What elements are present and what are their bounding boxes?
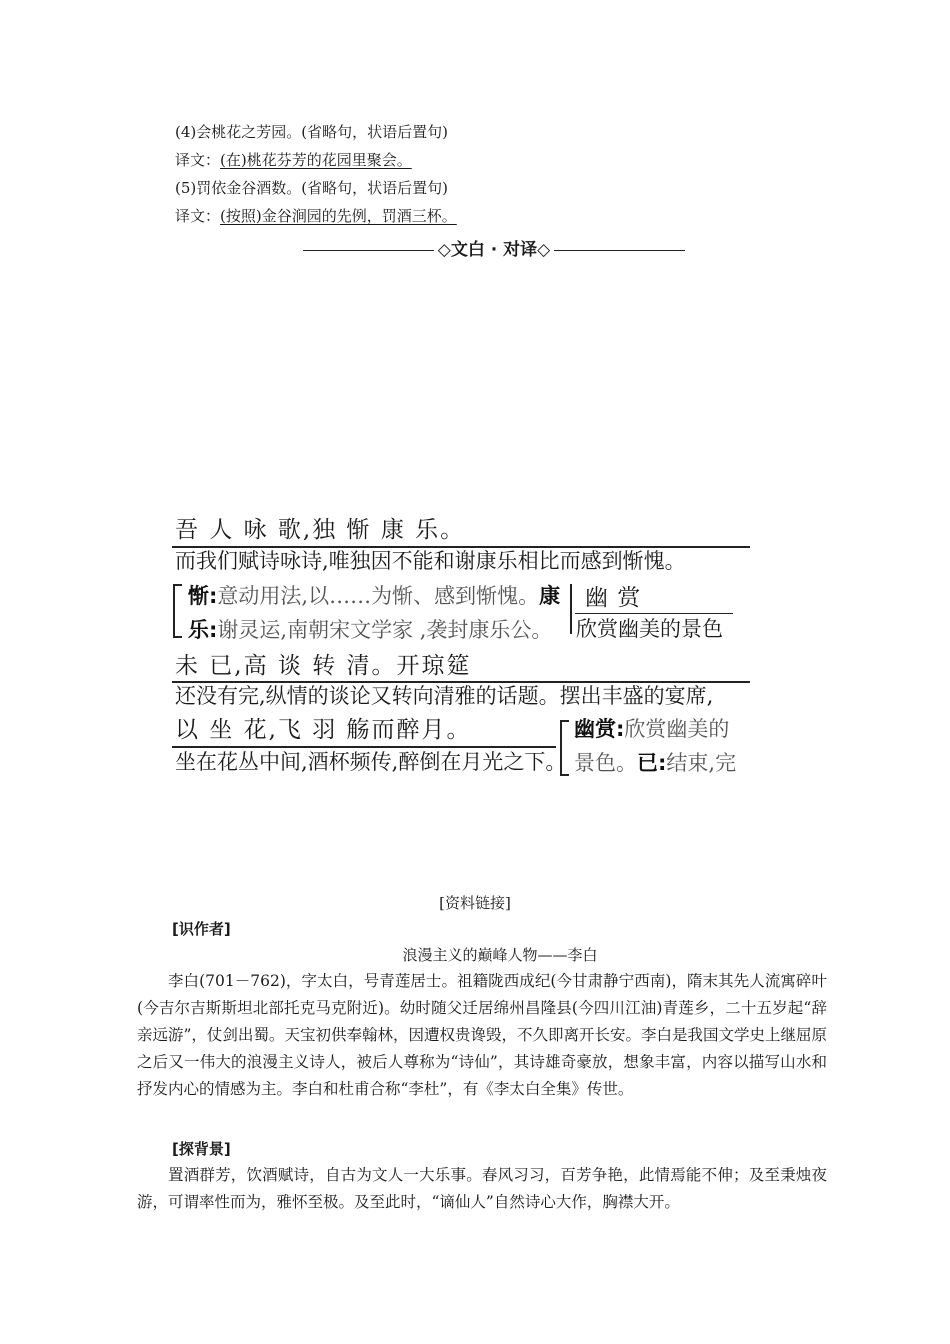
note-4: (4)会桃花之芳园。(省略句，状语后置句) xyxy=(175,123,448,141)
author-tag: [识作者] xyxy=(172,920,231,938)
translation-answer: (按照)金谷涧园的先例，罚酒三杯。 xyxy=(220,207,457,225)
note-key: 乐: xyxy=(188,618,218,642)
side-translation: 欣赏幽美的景色 xyxy=(576,617,723,641)
original-line-1: 吾 人 咏 歌,独 惭 康 乐。 xyxy=(175,517,466,543)
background-paragraph: 置酒群芳，饮酒赋诗，自古为文人一大乐事。春风习习，百芳争艳，此情焉能不伸；及至秉烛夜游，可谓率性而为，雅怀至极。及至此时，“谪仙人”自然诗心大作，胸襟大开。 xyxy=(137,1166,827,1211)
author-heading: 浪漫主义的巅峰人物——李白 xyxy=(402,946,598,964)
translation-line-1: 而我们赋诗咏诗,唯独因不能和谢康乐相比而感到惭愧。 xyxy=(175,549,686,573)
note-value: 景色。 xyxy=(574,751,637,775)
bracket xyxy=(560,720,569,776)
translation-label: 译文： xyxy=(175,151,221,169)
section-divider xyxy=(303,238,685,262)
note-5-translation xyxy=(175,206,457,226)
note-key: 康 xyxy=(539,584,561,608)
translation-label: 译文： xyxy=(175,207,221,225)
note-key: 惭: xyxy=(188,584,218,608)
note-value: 欣赏幽美的 xyxy=(624,717,730,741)
note-value: 意动用法,以……为惭、感到惭愧。 xyxy=(217,584,540,608)
resource-link-title: [资料链接] xyxy=(439,894,511,912)
note-yi xyxy=(574,750,736,776)
background-tag: [探背景] xyxy=(172,1140,231,1158)
note-can xyxy=(188,583,560,609)
rule xyxy=(172,746,556,748)
author-paragraph: 李白(701－762)，字太白，号青莲居士。祖籍陇西成纪(今甘肃静宁西南)，隋末其先人流寓碎叶(今吉尔吉斯斯坦北部托克马克附近)。幼时随父迁居绵州昌隆县(今四川江油)青莲乡，二十五岁起“辞亲远游”，仗剑出蜀。天宝初供奉翰林，因遭权贵谗毁，不久即离开长安。李白是我国文学史上继屈原之后又一伟大的浪漫主义诗人，被后人尊称为“诗仙”，其诗雄奇豪放，想象丰富，内容以描写山水和抒发内心的情感为主。李白和杜甫合称“李杜”，有《李太白全集》传世。 xyxy=(137,972,827,1098)
bracket-close xyxy=(566,584,572,634)
bracket xyxy=(173,584,182,638)
note-key: 幽赏: xyxy=(574,717,625,741)
note-youshang xyxy=(574,716,729,742)
note-5: (5)罚依金谷酒数。(省略句，状语后置句) xyxy=(175,179,448,197)
original-line-2: 未 已,高 谈 转 清。开琼筵 xyxy=(175,653,472,679)
note-value: 谢灵运,南朝宋文学家 ,袭封康乐公。 xyxy=(217,618,553,642)
note-key: 已: xyxy=(637,751,667,775)
note-value: 结束,完 xyxy=(666,751,737,775)
section-title: ◇文白 · 对译◇ xyxy=(434,240,554,260)
note-kangle xyxy=(188,617,552,643)
translation-line-2: 还没有完,纵情的谈论又转向清雅的话题。摆出丰盛的宴席, xyxy=(175,684,714,708)
rule xyxy=(575,613,733,614)
note-4-translation xyxy=(175,150,412,170)
translation-answer: (在)桃花芬芳的花园里聚会。 xyxy=(220,151,412,169)
translation-line-3: 坐在花丛中间,酒杯频传,醉倒在月光之下。 xyxy=(175,750,567,774)
side-original: 幽 赏 xyxy=(585,585,642,611)
original-line-3: 以 坐 花,飞 羽 觞而醉月。 xyxy=(175,717,472,743)
